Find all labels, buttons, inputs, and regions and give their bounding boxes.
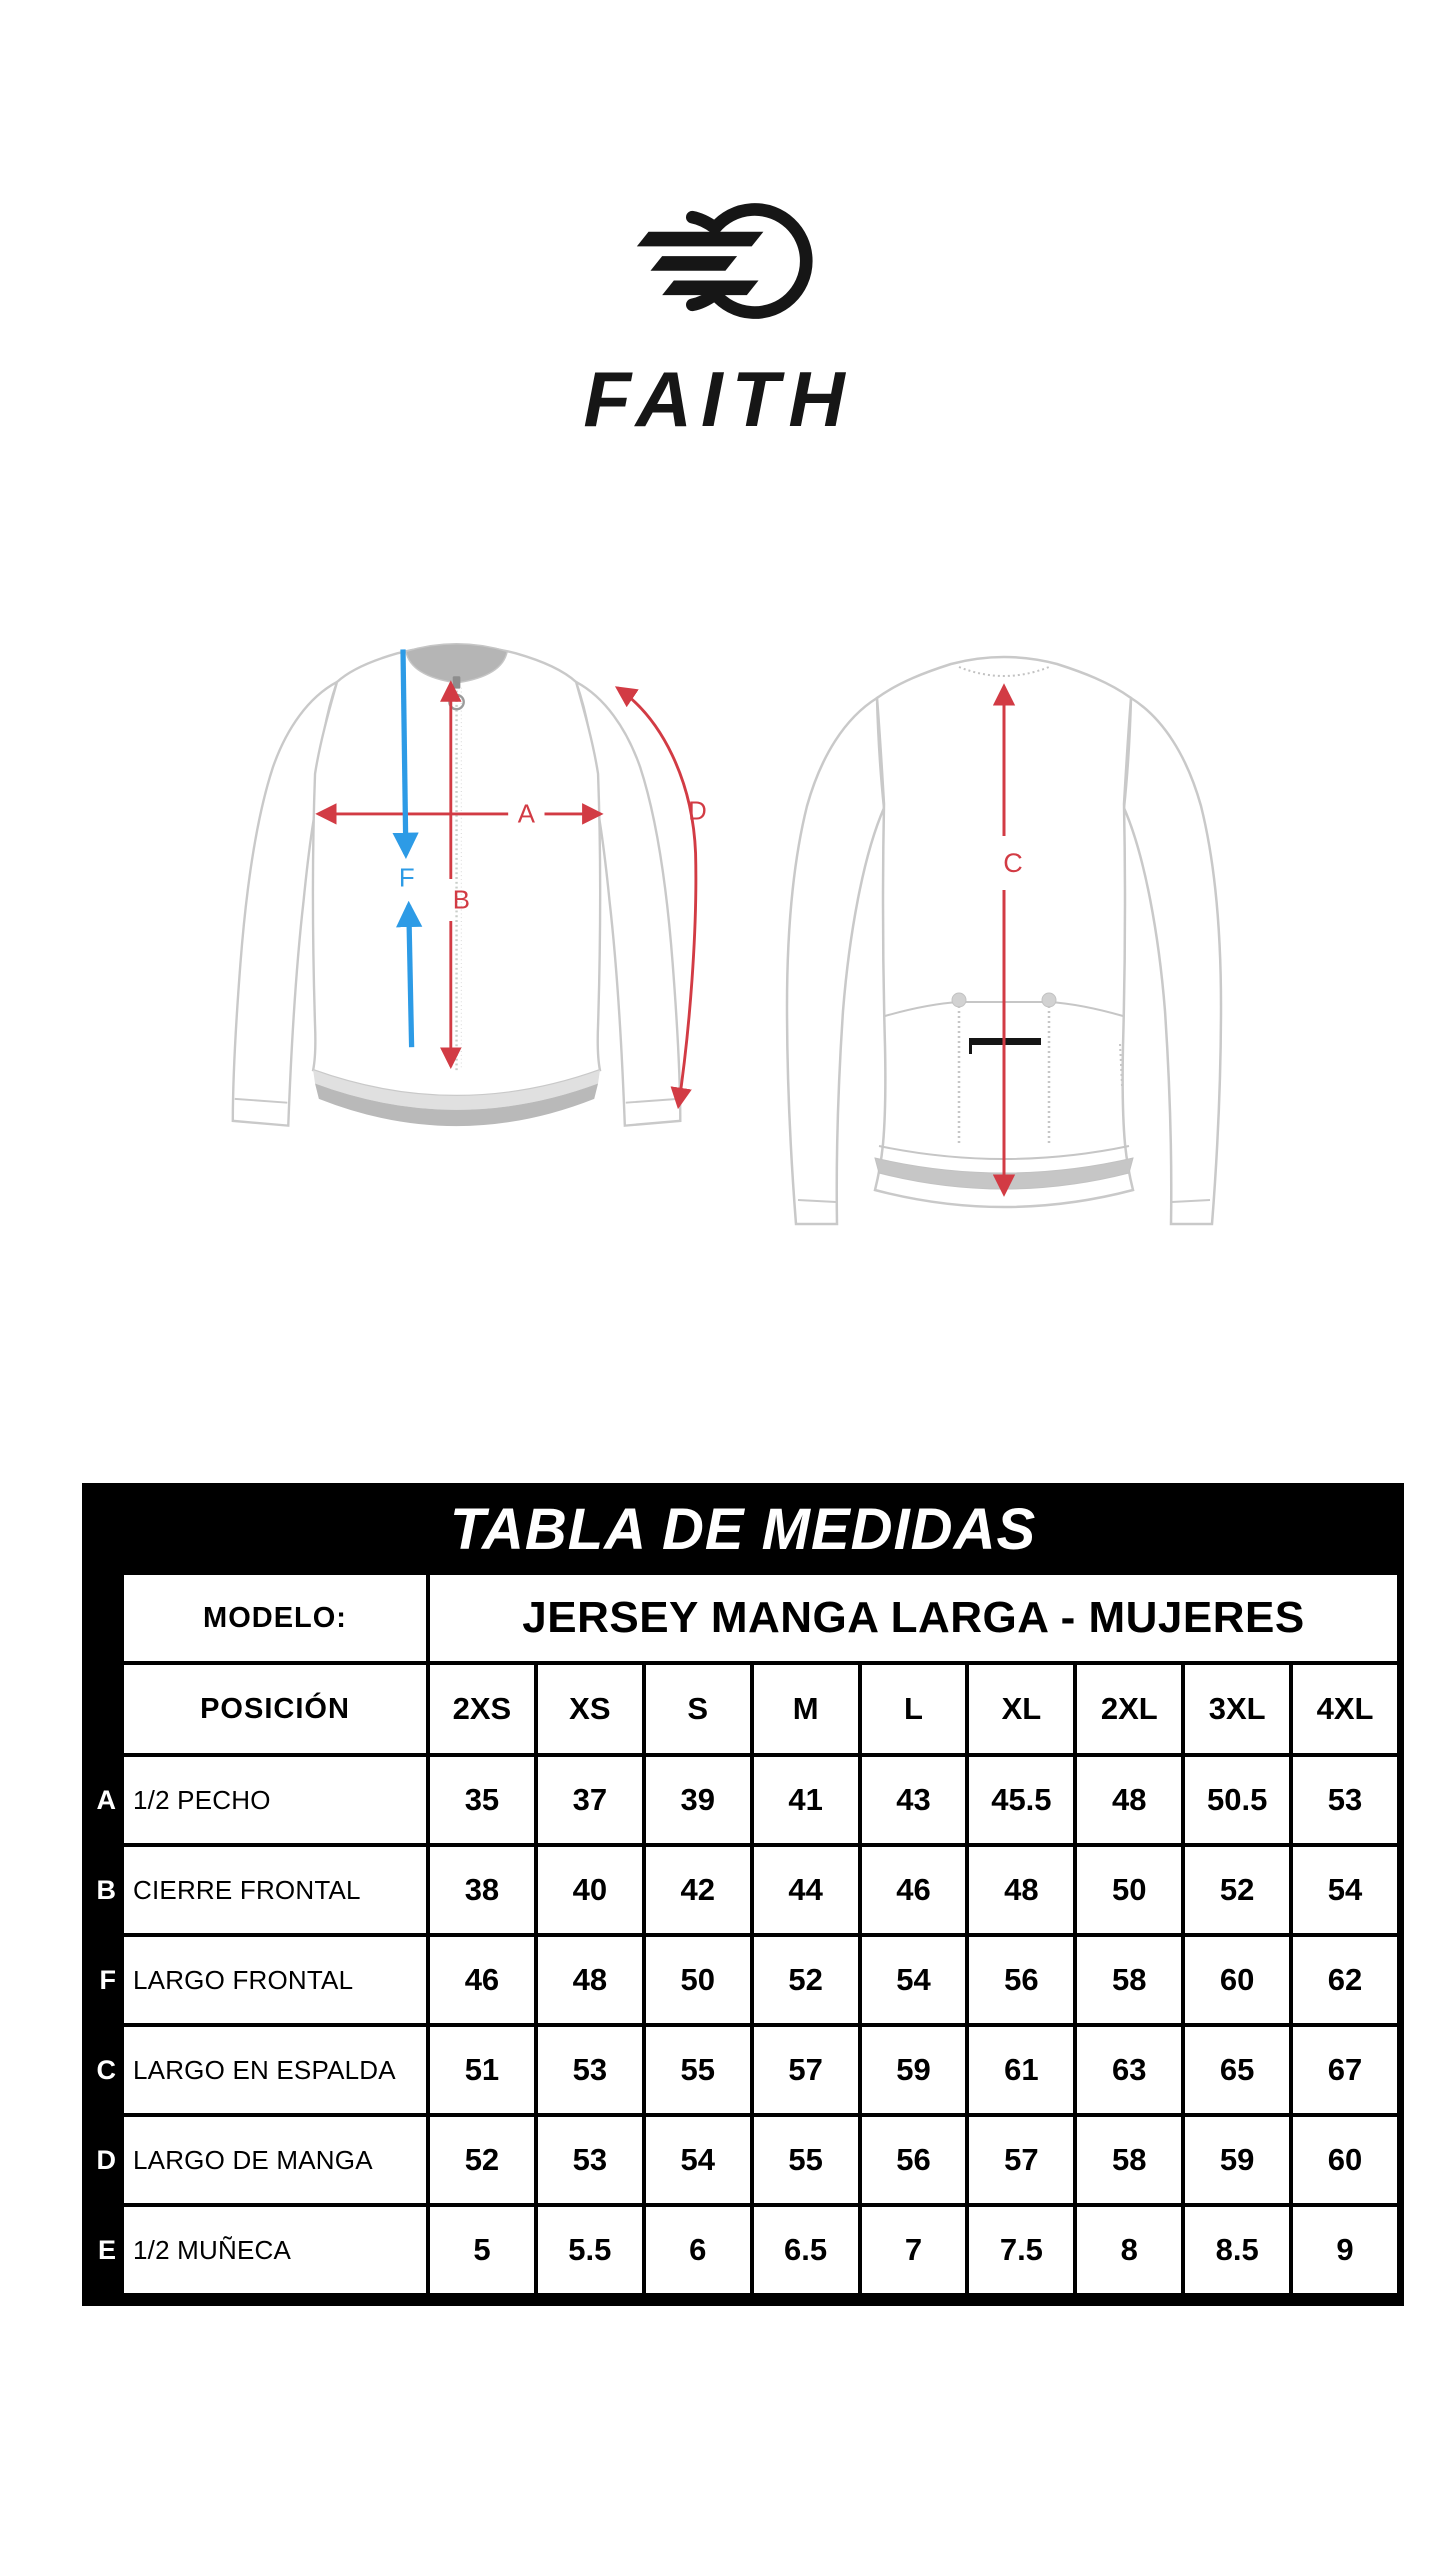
- table-value: 54: [1293, 1847, 1397, 1933]
- table-value: 53: [538, 2117, 642, 2203]
- table-value: 60: [1185, 1937, 1289, 2023]
- position-header: POSICIÓN: [124, 1665, 426, 1753]
- row-letter: A: [96, 1784, 116, 1815]
- table-value: 6: [646, 2207, 750, 2293]
- table-value: 46: [430, 1937, 534, 2023]
- table-value: 35: [430, 1757, 534, 1843]
- table-value: 56: [969, 1937, 1073, 2023]
- size-table: [82, 1483, 1404, 2306]
- faith-speed-circle-icon: [625, 188, 820, 334]
- arrow-label-F: F: [398, 864, 415, 893]
- table-value: 52: [430, 2117, 534, 2203]
- table-value: 52: [1185, 1847, 1289, 1933]
- size-header-2xl: 2XL: [1077, 1665, 1181, 1753]
- table-value: 46: [862, 1847, 966, 1933]
- corner-cell: [82, 1665, 120, 1753]
- row-letter: F: [99, 1964, 116, 1995]
- row-label: LARGO FRONTAL: [124, 1937, 426, 2023]
- size-header-4xl: 4XL: [1293, 1665, 1397, 1753]
- table-value: 5.5: [538, 2207, 642, 2293]
- table-value: 38: [430, 1847, 534, 1933]
- size-header-2xs: 2XS: [430, 1665, 534, 1753]
- table-value: 57: [969, 2117, 1073, 2203]
- table-value: 59: [1185, 2117, 1289, 2203]
- size-table-grid: [82, 1575, 1404, 2306]
- table-value: 50: [1077, 1847, 1181, 1933]
- jersey-back-diagram: [779, 654, 1229, 1229]
- model-value: JERSEY MANGA LARGA - MUJERES: [430, 1575, 1397, 1661]
- table-value: 48: [1077, 1757, 1181, 1843]
- corner-cell: [82, 1575, 120, 1661]
- table-value: 42: [646, 1847, 750, 1933]
- row-label: 1/2 MUÑECA: [124, 2207, 426, 2293]
- table-value: 52: [754, 1937, 858, 2023]
- table-value: 63: [1077, 2027, 1181, 2113]
- table-value: 62: [1293, 1937, 1397, 2023]
- table-value: 54: [862, 1937, 966, 2023]
- model-label: MODELO:: [124, 1575, 426, 1661]
- jersey-front-diagram: [216, 638, 721, 1183]
- size-header-xl: XL: [969, 1665, 1073, 1753]
- table-value: 53: [538, 2027, 642, 2113]
- row-label: LARGO DE MANGA: [124, 2117, 426, 2203]
- table-value: 40: [538, 1847, 642, 1933]
- size-table-title: TABLA DE MEDIDAS: [82, 1483, 1404, 1575]
- table-value: 55: [646, 2027, 750, 2113]
- row-letter: C: [96, 2054, 116, 2085]
- table-value: 58: [1077, 1937, 1181, 2023]
- table-value: 48: [969, 1847, 1073, 1933]
- arrow-label-B: B: [452, 886, 470, 915]
- table-value: 59: [862, 2027, 966, 2113]
- table-value: 67: [1293, 2027, 1397, 2113]
- arrow-label-C: C: [1003, 848, 1023, 878]
- table-value: 50: [646, 1937, 750, 2023]
- table-value: 8: [1077, 2207, 1181, 2293]
- front-torso: [313, 646, 600, 1096]
- table-value: 58: [1077, 2117, 1181, 2203]
- table-value: 41: [754, 1757, 858, 1843]
- row-label: LARGO EN ESPALDA: [124, 2027, 426, 2113]
- size-header-xs: XS: [538, 1665, 642, 1753]
- table-value: 48: [538, 1937, 642, 2023]
- table-value: 39: [646, 1757, 750, 1843]
- table-value: 44: [754, 1847, 858, 1933]
- measurement-diagrams: [0, 638, 1445, 1229]
- table-value: 57: [754, 2027, 858, 2113]
- size-header-l: L: [862, 1665, 966, 1753]
- row-label: CIERRE FRONTAL: [124, 1847, 426, 1933]
- table-value: 56: [862, 2117, 966, 2203]
- table-value: 50.5: [1185, 1757, 1289, 1843]
- table-value: 6.5: [754, 2207, 858, 2293]
- table-value: 8.5: [1185, 2207, 1289, 2293]
- brand-header: [0, 188, 1445, 443]
- table-value: 51: [430, 2027, 534, 2113]
- row-letter: E: [97, 2234, 116, 2265]
- arrow-label-D: D: [688, 797, 707, 826]
- size-header-m: M: [754, 1665, 858, 1753]
- row-letter: B: [96, 1874, 116, 1905]
- table-value: 53: [1293, 1757, 1397, 1843]
- size-header-s: S: [646, 1665, 750, 1753]
- table-value: 54: [646, 2117, 750, 2203]
- row-letter: D: [96, 2144, 116, 2175]
- table-value: 61: [969, 2027, 1073, 2113]
- arrow-label-A: A: [517, 800, 535, 829]
- brand-wordmark: FAITH: [583, 355, 854, 443]
- row-label: 1/2 PECHO: [124, 1757, 426, 1843]
- table-value: 55: [754, 2117, 858, 2203]
- table-value: 45.5: [969, 1757, 1073, 1843]
- table-value: 65: [1185, 2027, 1289, 2113]
- size-header-3xl: 3XL: [1185, 1665, 1289, 1753]
- table-value: 60: [1293, 2117, 1397, 2203]
- table-value: 37: [538, 1757, 642, 1843]
- table-value: 7: [862, 2207, 966, 2293]
- table-value: 9: [1293, 2207, 1397, 2293]
- table-value: 43: [862, 1757, 966, 1843]
- table-value: 7.5: [969, 2207, 1073, 2293]
- table-value: 5: [430, 2207, 534, 2293]
